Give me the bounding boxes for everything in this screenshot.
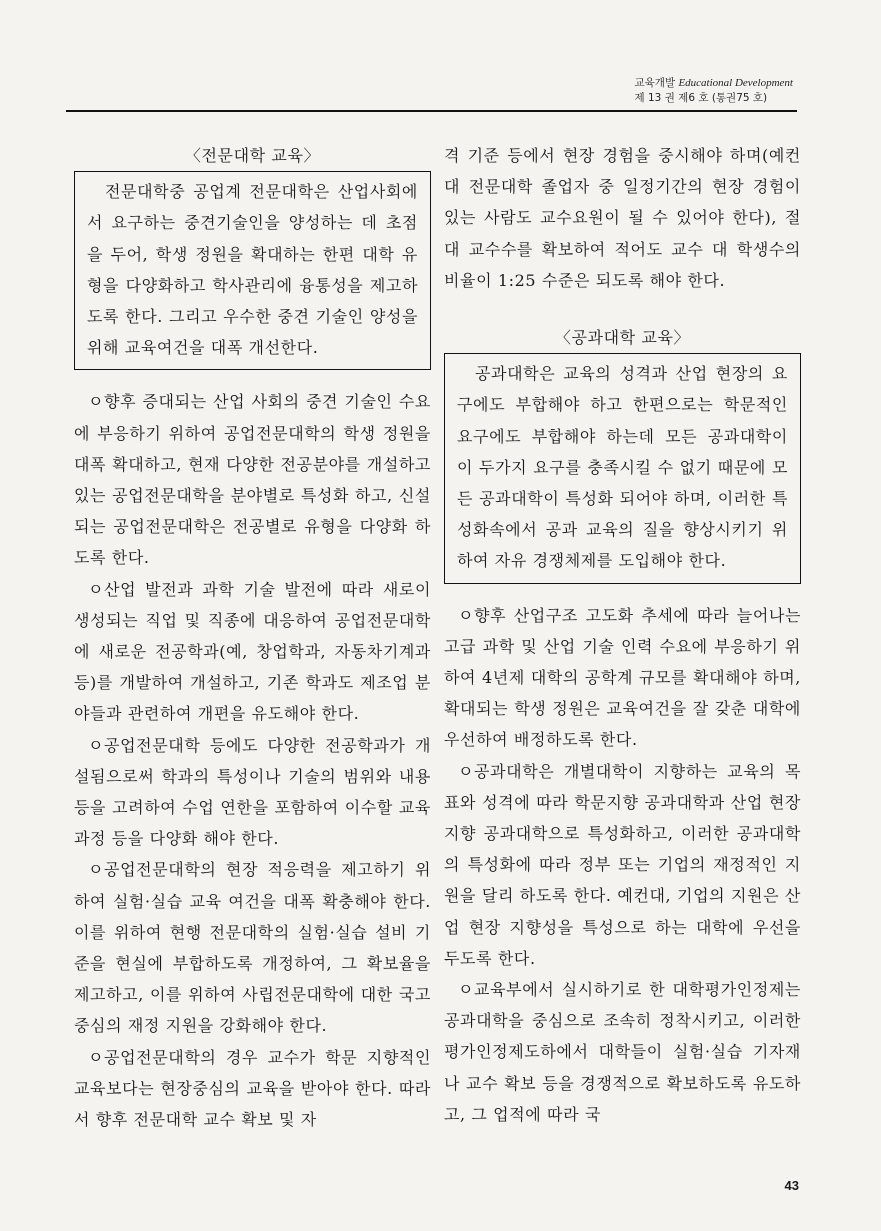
journal-header xyxy=(635,76,793,106)
paragraph: ㅇ향후 산업구조 고도화 추세에 따라 늘어나는 고급 과학 및 산업 기술 인력 수요에 부응하기 위하여 4년제 대학의 공학계 규모를 확대해야 하며, 확대되는 학생 정원은 교육여건을 잘 갖춘 대학에 우선하여 배정하도록 한다. xyxy=(444,605,801,750)
paragraph: ㅇ공과대학은 개별대학이 지향하는 교육의 목표와 성격에 따라 학문지향 공과대학과 산업 현장지향 공과대학으로 특성화하고, 이러한 공과대학의 특성화에 따라 정부 또는 기업의 재정적인 지원을 달리 하도록 한다. 예컨대, 기업의 지원은 산업 현장 지향성을 특성으로 하는 대학에 우선을 두도록 한다. xyxy=(444,761,801,968)
paragraph: ㅇ공업전문대학 등에도 다양한 전공학과가 개설됨으로써 학과의 특성이나 기술의 범위와 내용 등을 고려하여 수업 연한을 포함하여 이수할 교육과정 등을 다양화 해야 한다. xyxy=(74,735,431,849)
section-title-engineering-college: 〈공과대학 교육〉 xyxy=(554,328,691,348)
paragraph: ㅇ공업전문대학의 경우 교수가 학문 지향적인 교육보다는 현장중심의 교육을 받아야 한다. 따라서 향후 전문대학 교수 확보 및 자 xyxy=(74,1047,431,1130)
spacer xyxy=(444,584,801,600)
section-title-junior-college: 〈전문대학 교육〉 xyxy=(184,146,321,165)
journal-title-ko: 교육개발 xyxy=(634,77,676,89)
continuation-paragraph: 격 기준 등에서 현장 경험을 중시해야 하며(예컨대 전문대학 졸업자 중 일정기간의 현장 경험이 있는 사람도 교수요원이 될 수 있어야 한다), 절대 교수수를 확보하여 적어도 교수 대 학생수의 비율이 1:25 수준은 되도록 해야 한다. xyxy=(444,146,801,290)
issue-info: 제 13 권 제6 호 (통권75 호) xyxy=(634,92,768,104)
summary-box-engineering-college xyxy=(444,353,801,583)
right-column xyxy=(444,140,801,1130)
paragraph: ㅇ향후 증대되는 산업 사회의 중견 기술인 수요에 부응하기 위하여 공업전문대학의 학생 정원을 대폭 확대하고, 현재 다양한 전공분야를 개설하고 있는 공업전문대학을 분야별로 특성화 하고, 신설되는 공업전문대학은 전공별로 유형을 다양화 하도록 한다. xyxy=(74,392,431,568)
journal-title-line xyxy=(635,76,793,91)
paragraph: ㅇ교육부에서 실시하기로 한 대학평가인정제는 공과대학을 중심으로 조속히 정착시키고, 이러한 평가인정제도하에서 대학들이 실험·실습 기자재나 교수 확보 등을 경쟁적으로 확보하도록 유도하고, 그 업적에 따라 국 xyxy=(444,980,801,1124)
paragraph: ㅇ산업 발전과 과학 기술 발전에 따라 새로이 생성되는 직업 및 직종에 대응하여 공업전문대학에 새로운 전공학과(예, 창업학과, 자동차기계과 등)를 개발하여 개설하고, 기존 학과도 제조업 분야들과 관련하여 개편을 유도해야 한다. xyxy=(74,579,431,724)
summary-text: 공과대학은 교육의 성격과 산업 현장의 요구에도 부합해야 하고 한편으로는 학문적인 요구에도 부합해야 하는데 모든 공과대학이 이 두가지 요구를 충족시킬 수 없기 때문에 모든 공과대학이 특성화 되어야 하며, 이러한 특성화속에서 공과 교육의 질을 향상시키기 위하여 자유 경쟁체제를 도입해야 한다. xyxy=(457,364,788,571)
spacer xyxy=(444,296,801,322)
spacer xyxy=(74,370,431,386)
page-number: 43 xyxy=(784,1178,799,1193)
paragraph: ㅇ공업전문대학의 현장 적응력을 제고하기 위하여 실험·실습 교육 여건을 대폭 확충해야 한다. 이를 위하여 현행 전문대학의 실험·실습 설비 기준을 현실에 부합하도록 개정하여, 그 확보율을 제고하고, 이를 위하여 사립전문대학에 대한 국고중심의 재정 지원을 강화해야 한다. xyxy=(74,860,431,1036)
header-rule xyxy=(66,110,797,112)
left-column xyxy=(74,140,431,1135)
journal-title-en: Educational Development xyxy=(678,77,793,89)
summary-text: 전문대학중 공업계 전문대학은 산업사회에서 요구하는 중견기술인을 양성하는 데 초점을 두어, 학생 정원을 확대하는 한편 대학 유형을 다양화하고 학사관리에 융통성을 제고하도록 한다. 그리고 우수한 중견 기술인 양성을 위해 교육여건을 대폭 개선한다. xyxy=(87,182,418,358)
summary-box-junior-college xyxy=(74,171,431,370)
